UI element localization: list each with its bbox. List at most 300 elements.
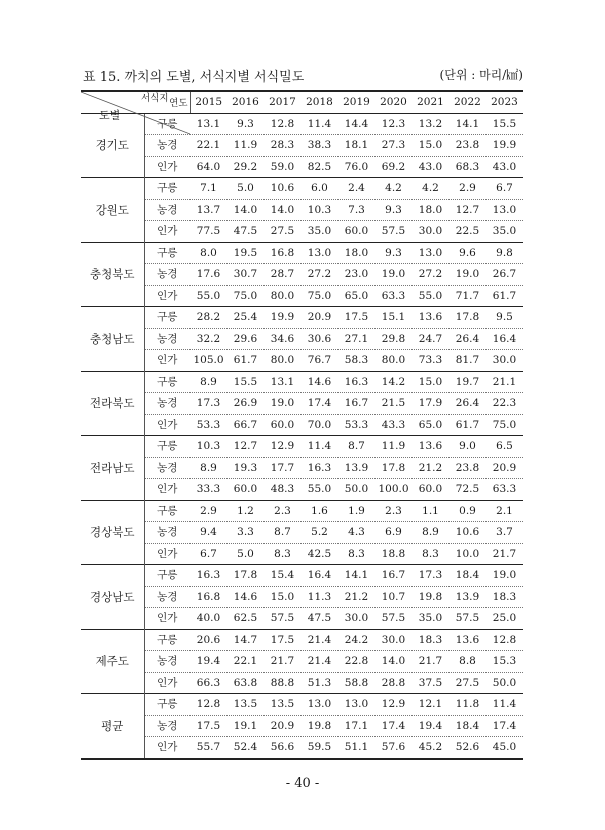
density-value-cell: 15.4 [264,565,301,587]
habitat-cell: 인가 [144,350,190,372]
density-value-cell: 40.0 [190,608,227,630]
density-value-cell: 13.0 [338,694,375,716]
year-header: 2020 [375,91,412,113]
density-value-cell: 9.8 [486,242,523,264]
density-value-cell: 28.2 [190,307,227,329]
table-row [81,522,523,544]
density-value-cell: 82.5 [301,156,338,178]
density-value-cell: 80.0 [264,285,301,307]
density-value-cell: 26.4 [449,328,486,350]
density-value-cell: 43.0 [412,156,449,178]
density-value-cell: 5.2 [301,522,338,544]
density-value-cell: 3.3 [227,522,264,544]
density-value-cell: 24.2 [338,629,375,651]
density-value-cell: 72.5 [449,479,486,501]
density-value-cell: 12.7 [227,436,264,458]
density-value-cell: 13.0 [301,242,338,264]
region-name-cell: 충청북도 [81,242,144,307]
table-row [81,543,523,565]
habitat-cell: 구릉 [144,307,190,329]
density-value-cell: 15.0 [264,586,301,608]
density-value-cell: 21.7 [486,543,523,565]
density-value-cell: 75.0 [227,285,264,307]
density-value-cell: 105.0 [190,350,227,372]
density-value-cell: 51.1 [338,737,375,759]
density-value-cell: 55.0 [301,479,338,501]
density-value-cell: 63.3 [375,285,412,307]
density-value-cell: 17.4 [375,715,412,737]
density-value-cell: 66.3 [190,672,227,694]
habitat-cell: 농경 [144,135,190,157]
density-value-cell: 14.0 [227,199,264,221]
density-value-cell: 65.0 [412,414,449,436]
table-row [81,651,523,673]
density-value-cell: 17.4 [486,715,523,737]
density-value-cell: 2.1 [486,500,523,522]
density-value-cell: 19.1 [227,715,264,737]
density-value-cell: 6.7 [190,543,227,565]
year-header: 2019 [338,91,375,113]
density-value-cell: 14.1 [449,113,486,135]
density-value-cell: 16.3 [338,371,375,393]
density-value-cell: 5.0 [227,178,264,200]
density-value-cell: 42.5 [301,543,338,565]
table-header [81,91,523,122]
density-value-cell: 6.0 [301,178,338,200]
region-name-cell: 제주도 [81,629,144,694]
density-value-cell: 17.5 [190,715,227,737]
density-value-cell: 34.6 [264,328,301,350]
table-row [81,393,523,415]
density-value-cell: 1.2 [227,500,264,522]
density-value-cell: 55.0 [190,285,227,307]
density-value-cell: 30.0 [375,629,412,651]
density-value-cell: 35.0 [486,221,523,243]
habitat-cell: 구릉 [144,500,190,522]
density-value-cell: 56.6 [264,737,301,759]
density-value-cell: 13.0 [486,199,523,221]
density-value-cell: 38.3 [301,135,338,157]
density-value-cell: 1.9 [338,500,375,522]
density-value-cell: 47.5 [227,221,264,243]
density-value-cell: 17.4 [301,393,338,415]
density-value-cell: 2.3 [375,500,412,522]
density-value-cell: 23.0 [338,264,375,286]
habitat-cell: 인가 [144,608,190,630]
density-value-cell: 27.5 [449,672,486,694]
table-row [81,156,523,178]
table-row [81,694,523,716]
density-value-cell: 17.3 [412,565,449,587]
table-row [81,178,523,200]
habitat-cell: 농경 [144,199,190,221]
density-value-cell: 22.1 [227,651,264,673]
habitat-cell: 인가 [144,156,190,178]
density-value-cell: 15.0 [412,371,449,393]
density-value-cell: 12.8 [190,694,227,716]
table-row [81,565,523,587]
density-value-cell: 14.7 [227,629,264,651]
density-value-cell: 2.9 [449,178,486,200]
habitat-cell: 농경 [144,457,190,479]
density-value-cell: 8.3 [412,543,449,565]
density-value-cell: 10.6 [264,178,301,200]
region-name-cell: 강원도 [81,178,144,243]
density-value-cell: 26.9 [227,393,264,415]
density-value-cell: 66.7 [227,414,264,436]
year-header: 2018 [301,91,338,113]
density-value-cell: 14.6 [227,586,264,608]
density-value-cell: 58.3 [338,350,375,372]
density-value-cell: 19.4 [412,715,449,737]
density-value-cell: 14.1 [338,565,375,587]
density-value-cell: 60.0 [227,479,264,501]
density-value-cell: 19.3 [227,457,264,479]
density-value-cell: 13.5 [264,694,301,716]
density-value-cell: 21.4 [301,651,338,673]
table-row [81,350,523,372]
density-value-cell: 10.0 [449,543,486,565]
year-header: 2017 [264,91,301,113]
density-value-cell: 21.2 [338,586,375,608]
density-value-cell: 15.1 [375,307,412,329]
density-value-cell: 7.3 [338,199,375,221]
density-value-cell: 9.4 [190,522,227,544]
density-value-cell: 30.6 [301,328,338,350]
unit-label: (단위 : 마리/㎢) [439,68,523,82]
density-value-cell: 21.7 [412,651,449,673]
habitat-cell: 구릉 [144,113,190,135]
density-value-cell: 18.0 [338,242,375,264]
density-value-cell: 27.1 [338,328,375,350]
density-value-cell: 88.8 [264,672,301,694]
density-value-cell: 13.1 [190,113,227,135]
density-value-cell: 20.9 [264,715,301,737]
density-value-cell: 48.3 [264,479,301,501]
table-row [81,414,523,436]
density-value-cell: 9.3 [227,113,264,135]
density-value-cell: 20.9 [301,307,338,329]
density-value-cell: 21.2 [412,457,449,479]
density-value-cell: 18.1 [338,135,375,157]
habitat-cell: 인가 [144,414,190,436]
year-header: 2021 [412,91,449,113]
density-value-cell: 100.0 [375,479,412,501]
density-value-cell: 9.3 [375,242,412,264]
header-corner [81,91,190,122]
density-value-cell: 10.7 [375,586,412,608]
habitat-cell: 농경 [144,522,190,544]
density-value-cell: 17.8 [227,565,264,587]
density-value-cell: 16.8 [264,242,301,264]
density-value-cell: 55.7 [190,737,227,759]
density-value-cell: 11.3 [301,586,338,608]
density-value-cell: 13.6 [412,307,449,329]
density-value-cell: 1.1 [412,500,449,522]
density-value-cell: 8.0 [190,242,227,264]
density-value-cell: 12.7 [449,199,486,221]
density-value-cell: 77.5 [190,221,227,243]
density-value-cell: 61.7 [227,350,264,372]
density-value-cell: 22.3 [486,393,523,415]
table-row [81,715,523,737]
density-value-cell: 17.7 [264,457,301,479]
density-value-cell: 28.8 [375,672,412,694]
table-row [81,199,523,221]
density-value-cell: 11.4 [486,694,523,716]
density-value-cell: 2.3 [264,500,301,522]
density-value-cell: 27.3 [375,135,412,157]
page-number: - 40 - [285,776,320,791]
density-value-cell: 25.4 [227,307,264,329]
table-row [81,586,523,608]
density-value-cell: 19.7 [449,371,486,393]
table-row [81,221,523,243]
table-row [81,307,523,329]
corner-year-label: 연도 [169,98,188,109]
density-value-cell: 61.7 [449,414,486,436]
table-row [81,264,523,286]
density-value-cell: 64.0 [190,156,227,178]
density-value-cell: 53.3 [190,414,227,436]
density-value-cell: 37.5 [412,672,449,694]
density-value-cell: 15.3 [486,651,523,673]
density-value-cell: 8.9 [412,522,449,544]
habitat-cell: 구릉 [144,694,190,716]
density-value-cell: 2.9 [190,500,227,522]
density-value-cell: 26.7 [486,264,523,286]
density-value-cell: 43.0 [486,156,523,178]
density-value-cell: 8.9 [190,457,227,479]
density-value-cell: 0.9 [449,500,486,522]
density-value-cell: 17.8 [375,457,412,479]
year-header: 2015 [190,91,227,113]
density-value-cell: 30.0 [338,608,375,630]
table-row [81,479,523,501]
table-row [81,371,523,393]
region-name-cell: 경상북도 [81,500,144,565]
density-value-cell: 13.0 [412,242,449,264]
density-value-cell: 30.7 [227,264,264,286]
density-value-cell: 17.5 [264,629,301,651]
density-value-cell: 19.0 [486,565,523,587]
density-value-cell: 15.5 [227,371,264,393]
density-value-cell: 19.0 [375,264,412,286]
density-value-cell: 35.0 [412,608,449,630]
density-value-cell: 27.2 [412,264,449,286]
density-value-cell: 80.0 [264,350,301,372]
density-value-cell: 80.0 [375,350,412,372]
table-row [81,629,523,651]
density-value-cell: 16.4 [486,328,523,350]
density-value-cell: 10.3 [190,436,227,458]
density-value-cell: 6.5 [486,436,523,458]
table-row [81,135,523,157]
density-value-cell: 19.0 [264,393,301,415]
density-value-cell: 29.2 [227,156,264,178]
density-value-cell: 27.2 [301,264,338,286]
region-name-cell: 전라남도 [81,436,144,501]
habitat-cell: 구릉 [144,565,190,587]
density-value-cell: 18.4 [449,715,486,737]
table-row [81,457,523,479]
density-value-cell: 22.5 [449,221,486,243]
density-value-cell: 47.5 [301,608,338,630]
density-value-cell: 13.2 [412,113,449,135]
density-value-cell: 13.0 [301,694,338,716]
density-value-cell: 62.5 [227,608,264,630]
density-value-cell: 21.5 [375,393,412,415]
density-value-cell: 61.7 [486,285,523,307]
density-value-cell: 15.0 [412,135,449,157]
table-row [81,242,523,264]
density-value-cell: 76.7 [301,350,338,372]
region-name-cell: 충청남도 [81,307,144,372]
density-value-cell: 3.7 [486,522,523,544]
density-value-cell: 52.4 [227,737,264,759]
density-value-cell: 28.3 [264,135,301,157]
density-value-cell: 6.7 [486,178,523,200]
table-row [81,328,523,350]
density-value-cell: 10.3 [301,199,338,221]
density-value-cell: 12.9 [375,694,412,716]
year-header: 2023 [486,91,523,113]
density-value-cell: 2.4 [338,178,375,200]
density-value-cell: 50.0 [338,479,375,501]
habitat-cell: 인가 [144,479,190,501]
density-value-cell: 15.5 [486,113,523,135]
table-title: 표 15. 까치의 도별, 서식지별 서식밀도 [83,70,305,85]
density-value-cell: 32.2 [190,328,227,350]
habitat-cell: 인가 [144,221,190,243]
density-value-cell: 30.0 [412,221,449,243]
corner-habitat-label: 서식지 [141,93,169,104]
density-value-cell: 13.5 [227,694,264,716]
density-value-cell: 11.4 [301,113,338,135]
density-value-cell: 59.5 [301,737,338,759]
table-row [81,737,523,759]
habitat-cell: 농경 [144,586,190,608]
density-value-cell: 18.0 [412,199,449,221]
region-name-cell: 전라북도 [81,371,144,436]
density-value-cell: 9.3 [375,199,412,221]
density-value-cell: 11.9 [375,436,412,458]
density-value-cell: 69.2 [375,156,412,178]
density-value-cell: 14.6 [301,371,338,393]
density-value-cell: 17.6 [190,264,227,286]
region-name-cell: 평균 [81,694,144,759]
density-value-cell: 14.4 [338,113,375,135]
table-body [81,113,523,759]
habitat-cell: 구릉 [144,629,190,651]
density-value-cell: 19.8 [412,586,449,608]
density-value-cell: 21.1 [486,371,523,393]
density-value-cell: 13.6 [412,436,449,458]
density-value-cell: 43.3 [375,414,412,436]
density-value-cell: 57.5 [375,608,412,630]
density-value-cell: 51.3 [301,672,338,694]
density-value-cell: 17.8 [449,307,486,329]
density-value-cell: 1.6 [301,500,338,522]
density-value-cell: 73.3 [412,350,449,372]
density-value-cell: 20.6 [190,629,227,651]
habitat-cell: 농경 [144,328,190,350]
density-value-cell: 29.6 [227,328,264,350]
density-value-cell: 18.8 [375,543,412,565]
density-value-cell: 45.2 [412,737,449,759]
density-value-cell: 23.8 [449,135,486,157]
density-value-cell: 8.3 [264,543,301,565]
density-value-cell: 8.3 [338,543,375,565]
corner-region-label: 도별 [99,109,121,122]
year-header: 2022 [449,91,486,113]
density-value-cell: 13.9 [449,586,486,608]
density-value-cell: 57.5 [449,608,486,630]
density-value-cell: 65.0 [338,285,375,307]
density-value-cell: 76.0 [338,156,375,178]
density-value-cell: 12.1 [412,694,449,716]
density-value-cell: 22.1 [190,135,227,157]
density-value-cell: 17.1 [338,715,375,737]
density-value-cell: 16.3 [190,565,227,587]
density-table [81,90,523,760]
density-value-cell: 18.4 [449,565,486,587]
density-value-cell: 27.5 [264,221,301,243]
title-row [83,66,523,86]
density-value-cell: 57.5 [264,608,301,630]
density-value-cell: 57.6 [375,737,412,759]
density-value-cell: 19.0 [449,264,486,286]
table-row [81,672,523,694]
density-value-cell: 25.0 [486,608,523,630]
habitat-cell: 인가 [144,672,190,694]
density-value-cell: 19.9 [264,307,301,329]
density-value-cell: 16.7 [338,393,375,415]
density-value-cell: 75.0 [301,285,338,307]
density-value-cell: 13.6 [449,629,486,651]
density-value-cell: 8.7 [338,436,375,458]
density-value-cell: 50.0 [486,672,523,694]
habitat-cell: 인가 [144,285,190,307]
habitat-cell: 농경 [144,264,190,286]
year-header: 2016 [227,91,264,113]
density-value-cell: 8.9 [190,371,227,393]
density-value-cell: 8.7 [264,522,301,544]
density-value-cell: 17.3 [190,393,227,415]
habitat-cell: 인가 [144,737,190,759]
habitat-cell: 농경 [144,651,190,673]
habitat-cell: 구릉 [144,371,190,393]
density-value-cell: 11.9 [227,135,264,157]
density-value-cell: 19.8 [301,715,338,737]
density-value-cell: 13.1 [264,371,301,393]
density-value-cell: 5.0 [227,543,264,565]
density-value-cell: 8.8 [449,651,486,673]
density-value-cell: 9.6 [449,242,486,264]
density-value-cell: 20.9 [486,457,523,479]
density-value-cell: 24.7 [412,328,449,350]
region-name-cell: 경기도 [81,113,144,178]
habitat-cell: 농경 [144,393,190,415]
habitat-cell: 구릉 [144,242,190,264]
table-row [81,500,523,522]
density-value-cell: 23.8 [449,457,486,479]
density-value-cell: 16.8 [190,586,227,608]
density-value-cell: 18.3 [412,629,449,651]
density-value-cell: 9.0 [449,436,486,458]
density-value-cell: 63.8 [227,672,264,694]
density-value-cell: 81.7 [449,350,486,372]
